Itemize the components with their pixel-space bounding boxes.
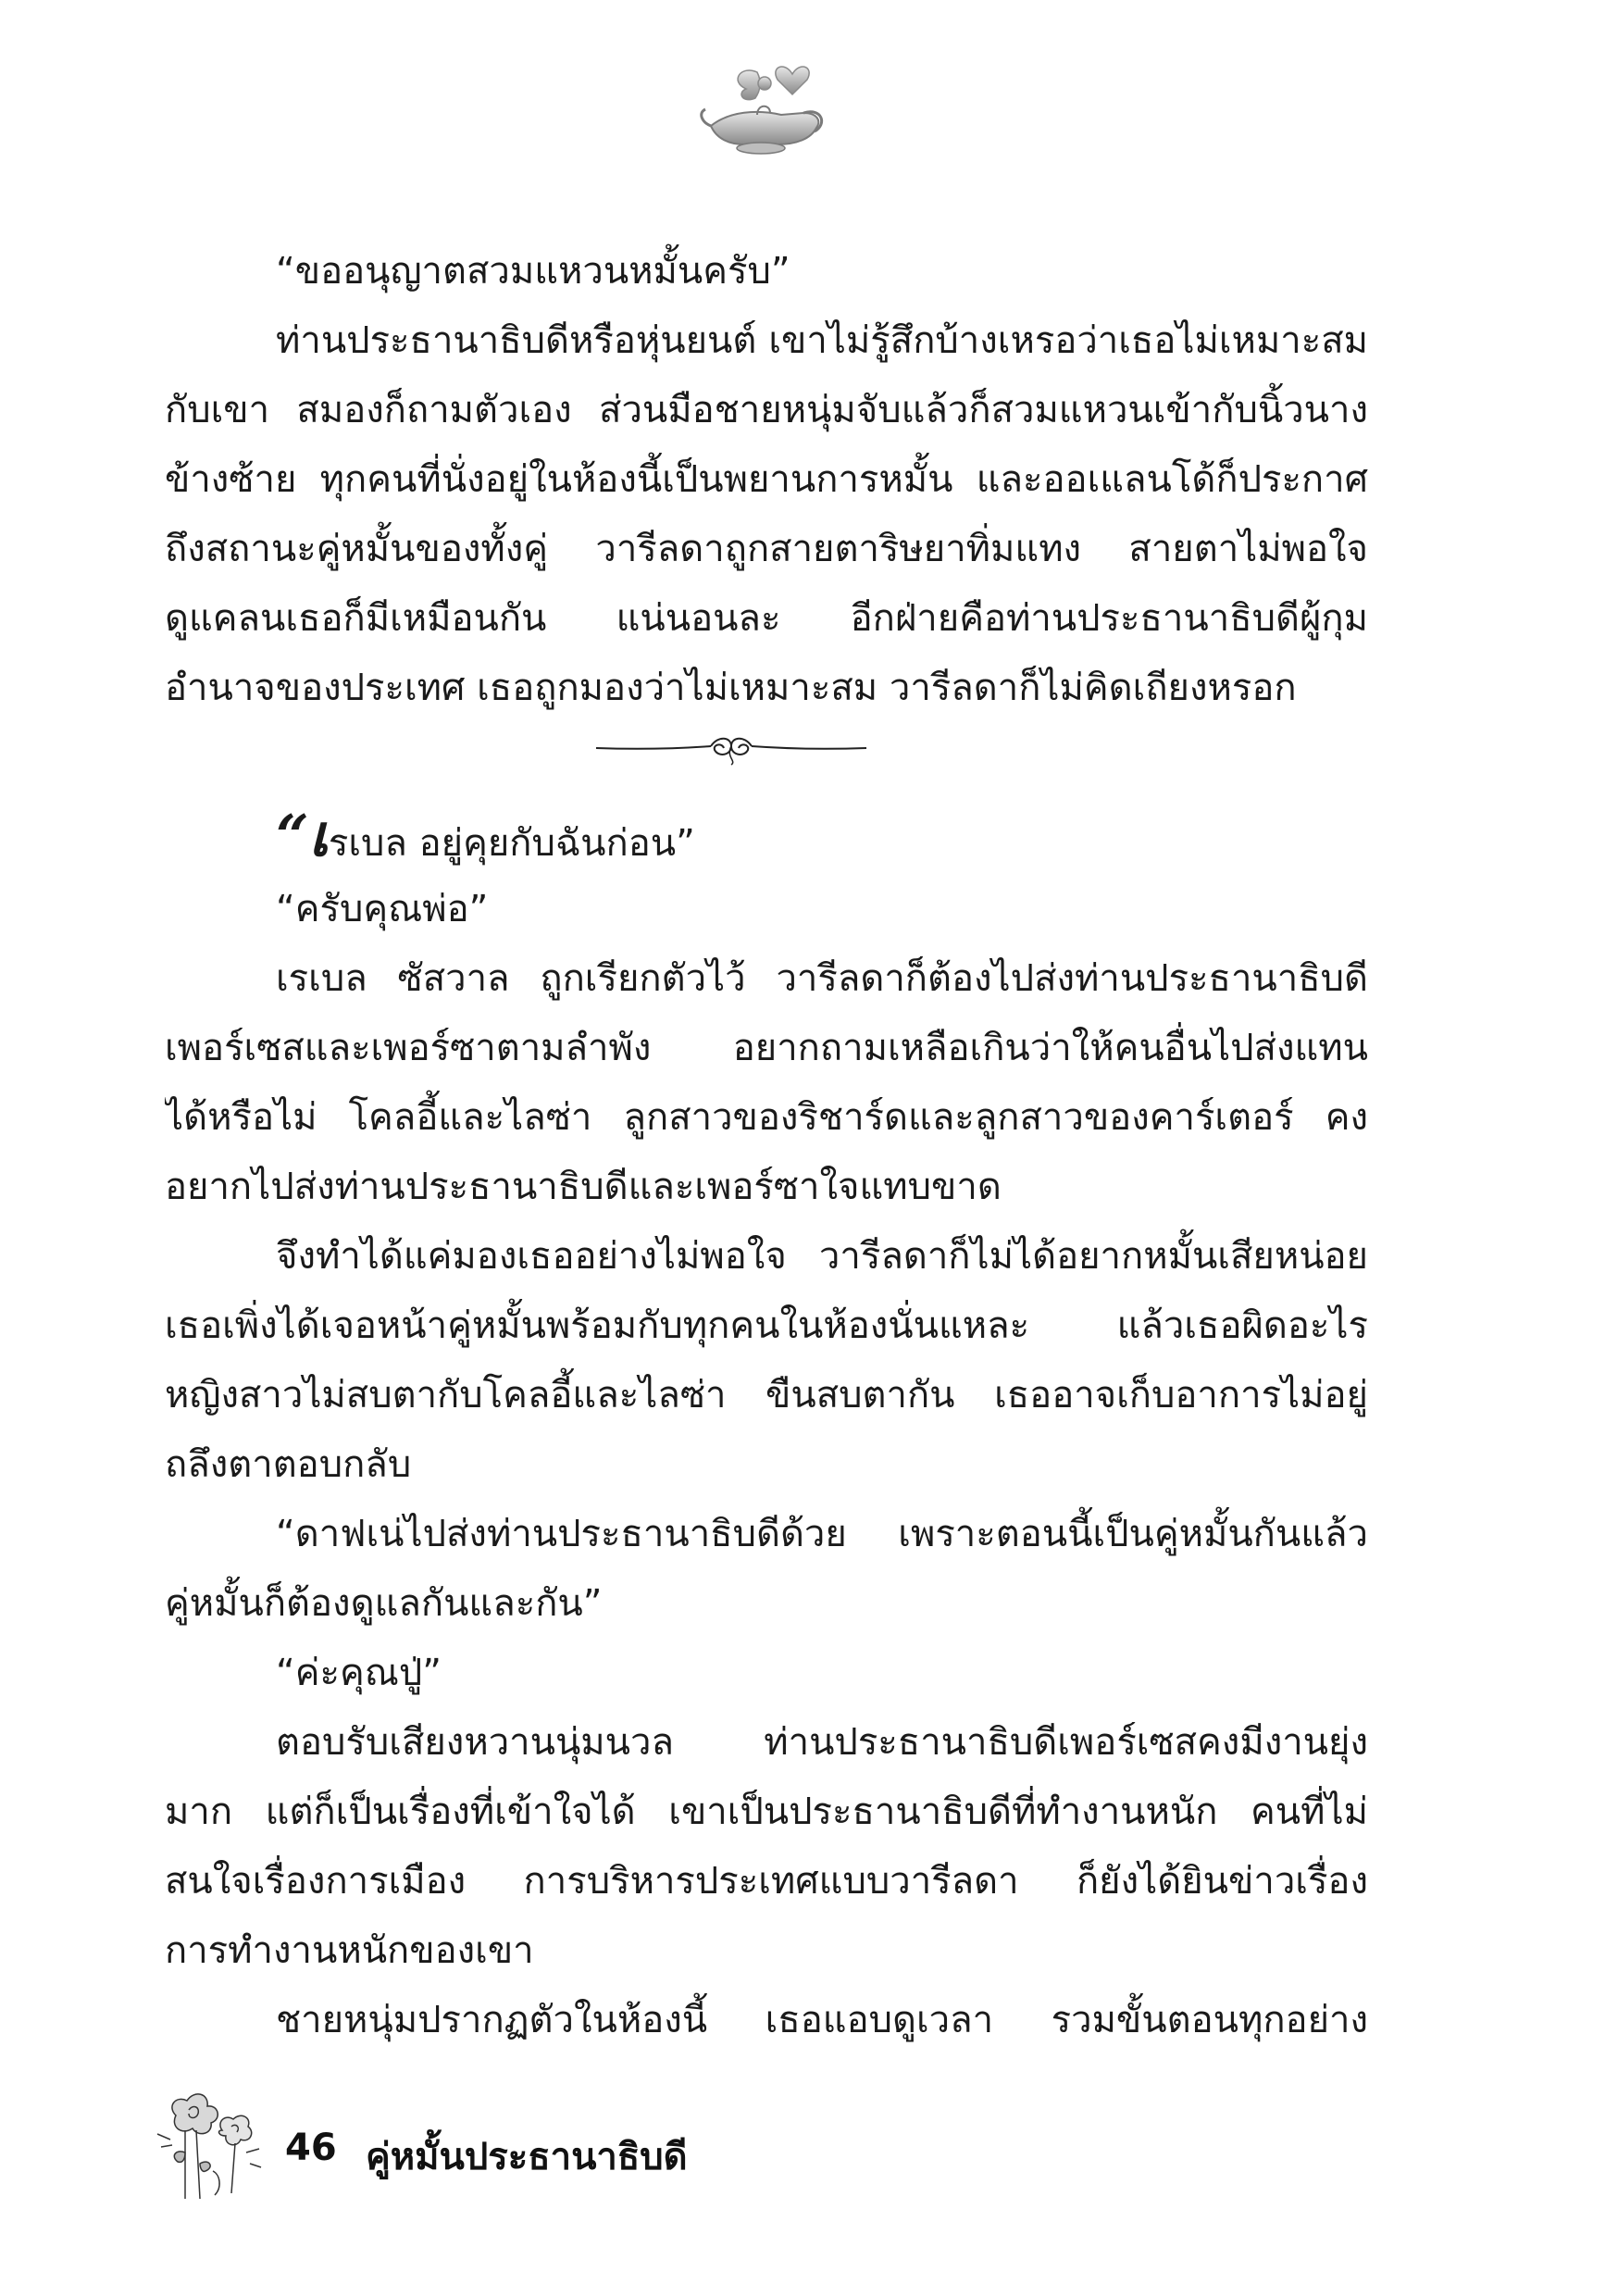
text-line: เธอเพิ่งได้เจอหน้าคู่หมั้นพร้อมกับทุกคนในห้องนั่นแหละ แล้วเธอผิดอะไร [165,1304,1368,1347]
text-line: คู่หมั้นก็ต้องดูแลกันและกัน” [165,1582,603,1625]
text-line: ข้างซ้าย ทุกคนที่นั่งอยู่ในห้องนี้เป็นพยานการหมั้น และออเแลนโด้ก็ประกาศ [165,458,1368,501]
text-line: “ขออนุญาตสวมแหวนหมั้นครับ” [276,250,790,293]
scroll-divider-icon [592,730,870,767]
text-line: ถลึงตาตอบกลับ [165,1443,412,1486]
text-line: “ครับคุณพ่อ” [276,888,489,930]
text-line: สนใจเรื่องการเมือง การบริหารประเทศแบบวารีลดา ก็ยังได้ยินข่าวเรื่อง [165,1860,1368,1903]
text-line: ชายหนุ่มปรากฏตัวในห้องนี้ เธอแอบดูเวลา รวมขั้นตอนทุกอย่าง [276,1999,1368,2041]
text-line: เพอร์เซสและเพอร์ซาตามลำพัง อยากถามเหลือเกินว่าให้คนอื่นไปส่งแทน [165,1027,1368,1069]
text-line: “ดาฟเน่ไปส่งท่านประธานาธิบดีด้วย เพราะตอนนี้เป็นคู่หมั้นกันแล้ว [276,1513,1368,1555]
text-line: ได้หรือไม่ โคลอี้และไลซ่า ลูกสาวของริชาร์ดและลูกสาวของคาร์เตอร์ คง [165,1096,1368,1139]
text-line: ตอบรับเสียงหวานนุ่มนวล ท่านประธานาธิบดีเพอร์เซสคงมีงานยุ่ง [276,1721,1368,1764]
text-line: เรเบล ซัสวาล ถูกเรียกตัวไว้ วารีลดาก็ต้องไปส่งท่านประธานาธิบดี [276,957,1368,1000]
text-line: “ค่ะคุณปู่” [276,1652,442,1694]
text-line: ดูแคลนเธอก็มีเหมือนกัน แน่นอนละ อีกฝ่ายคือท่านประธานาธิบดีผู้กุม [165,597,1368,640]
opening-line [165,796,1368,875]
text-line: มาก แต่ก็เป็นเรื่องที่เข้าใจได้ เขาเป็นประธานาธิบดีที่ทำงานหนัก คนที่ไม่ [165,1791,1368,1833]
text-line: หญิงสาวไม่สบตากับโคลอี้และไลซ่า ขืนสบตากัน เธออาจเก็บอาการไม่อยู่ [165,1374,1368,1416]
rose-flower-icon [148,2078,278,2208]
book-title: คู่หมั้นประธานาธิบดี [366,2136,688,2178]
text-line: กับเขา สมองก็ถามตัวเอง ส่วนมือชายหนุ่มจับแล้วก็สวมแหวนเข้ากับนิ้วนาง [165,389,1368,431]
opening-line-text: รเบล อยู่คุยกับฉันก่อน” [328,822,695,865]
body-text-part2 [165,796,1368,2055]
text-line: อยากไปส่งท่านประธานาธิบดีและเพอร์ซาใจแทบขาด [165,1166,1002,1208]
text-line: ถึงสถานะคู่หมั้นของทั้งคู่ วารีลดาถูกสายตาริษยาทิ่มแทง สายตาไม่พอใจ [165,528,1368,570]
page-footer [148,2078,796,2217]
drop-cap: “เ [276,802,329,869]
teapot-angel-ornament-icon [692,56,831,167]
text-line: ท่านประธานาธิบดีหรือหุ่นยนต์ เขาไม่รู้สึกบ้างเหรอว่าเธอไม่เหมาะสม [276,319,1368,362]
text-line: การทำงานหนักของเขา [165,1929,534,1972]
text-line: จึงทำได้แค่มองเธออย่างไม่พอใจ วารีลดาก็ไม่ได้อยากหมั้นเสียหน่อย [276,1235,1368,1278]
body-text-part1 [165,237,1368,723]
page-number: 46 [285,2127,337,2169]
text-line: อำนาจของประเทศ เธอถูกมองว่าไม่เหมาะสม วารีลดาก็ไม่คิดเถียงหรอก [165,667,1297,709]
